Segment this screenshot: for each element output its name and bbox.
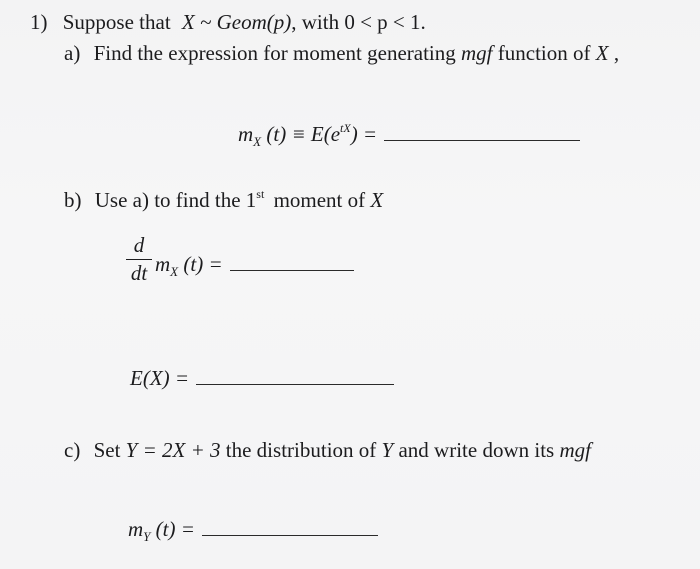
part-b-derivative-blank[interactable] [230,252,354,271]
part-c-var: Y [381,438,394,462]
geom-distribution: X ~ Geom(p) [181,10,292,34]
question-header [30,10,426,34]
derivative-expression [155,252,354,284]
part-a-formula [238,116,580,154]
mgf-y-tail: (t) = [155,517,195,541]
expectation-expression [130,366,394,390]
part-c-set: Set [93,438,121,462]
part-c-answer-blank[interactable] [202,517,378,536]
part-a-trailing: , [613,41,620,65]
part-a-text: Find the expression for moment generating [93,41,456,65]
derivative-denominator: dt [130,261,148,285]
part-a-prompt [64,41,619,65]
part-c-text-after: and write down its [398,438,555,462]
mgf-definition-end: ) = [350,122,378,146]
mgf-m: m [238,122,254,146]
part-c-equation: Y = 2X + 3 [125,438,221,462]
part-c-prompt [64,438,591,462]
part-b-expectation-blank[interactable] [196,366,394,385]
part-a-answer-blank[interactable] [384,122,580,141]
mgf-y-m: m [128,517,144,541]
mgf-subscript-x: X [253,134,262,149]
part-a-text-after: function of [497,41,591,65]
derivative-operator [126,234,152,284]
parameter-constraint: , with 0 < p < 1. [291,10,426,34]
part-b-var: X [370,188,384,212]
part-c-text-mid: the distribution of [225,438,377,462]
part-c-mgf-word: mgf [559,438,591,462]
part-c-formula [128,517,378,549]
deriv-subscript-x: X [170,264,179,279]
mgf-definition: (t) ≡ E(e [266,122,341,146]
part-c-label: c) [64,438,81,462]
question-intro: Suppose that [62,10,171,34]
part-b-prompt [64,188,383,212]
exponent-tx: tX [340,121,351,135]
fraction-bar [126,259,152,260]
deriv-tail: (t) = [183,252,223,276]
question-number: 1) [30,10,48,34]
part-b-ordinal: st [256,187,265,201]
part-a-var: X [595,41,609,65]
mgf-subscript-y: Y [143,529,151,544]
part-b-text: Use a) to find the 1 [94,188,257,212]
expectation-label: E(X) = [130,366,190,390]
part-a-label: a) [64,41,81,65]
derivative-numerator: d [133,233,145,257]
part-b-text-after: moment of [273,188,366,212]
part-a-mgf-word: mgf [461,41,493,65]
deriv-m: m [155,252,171,276]
part-b-label: b) [64,188,82,212]
